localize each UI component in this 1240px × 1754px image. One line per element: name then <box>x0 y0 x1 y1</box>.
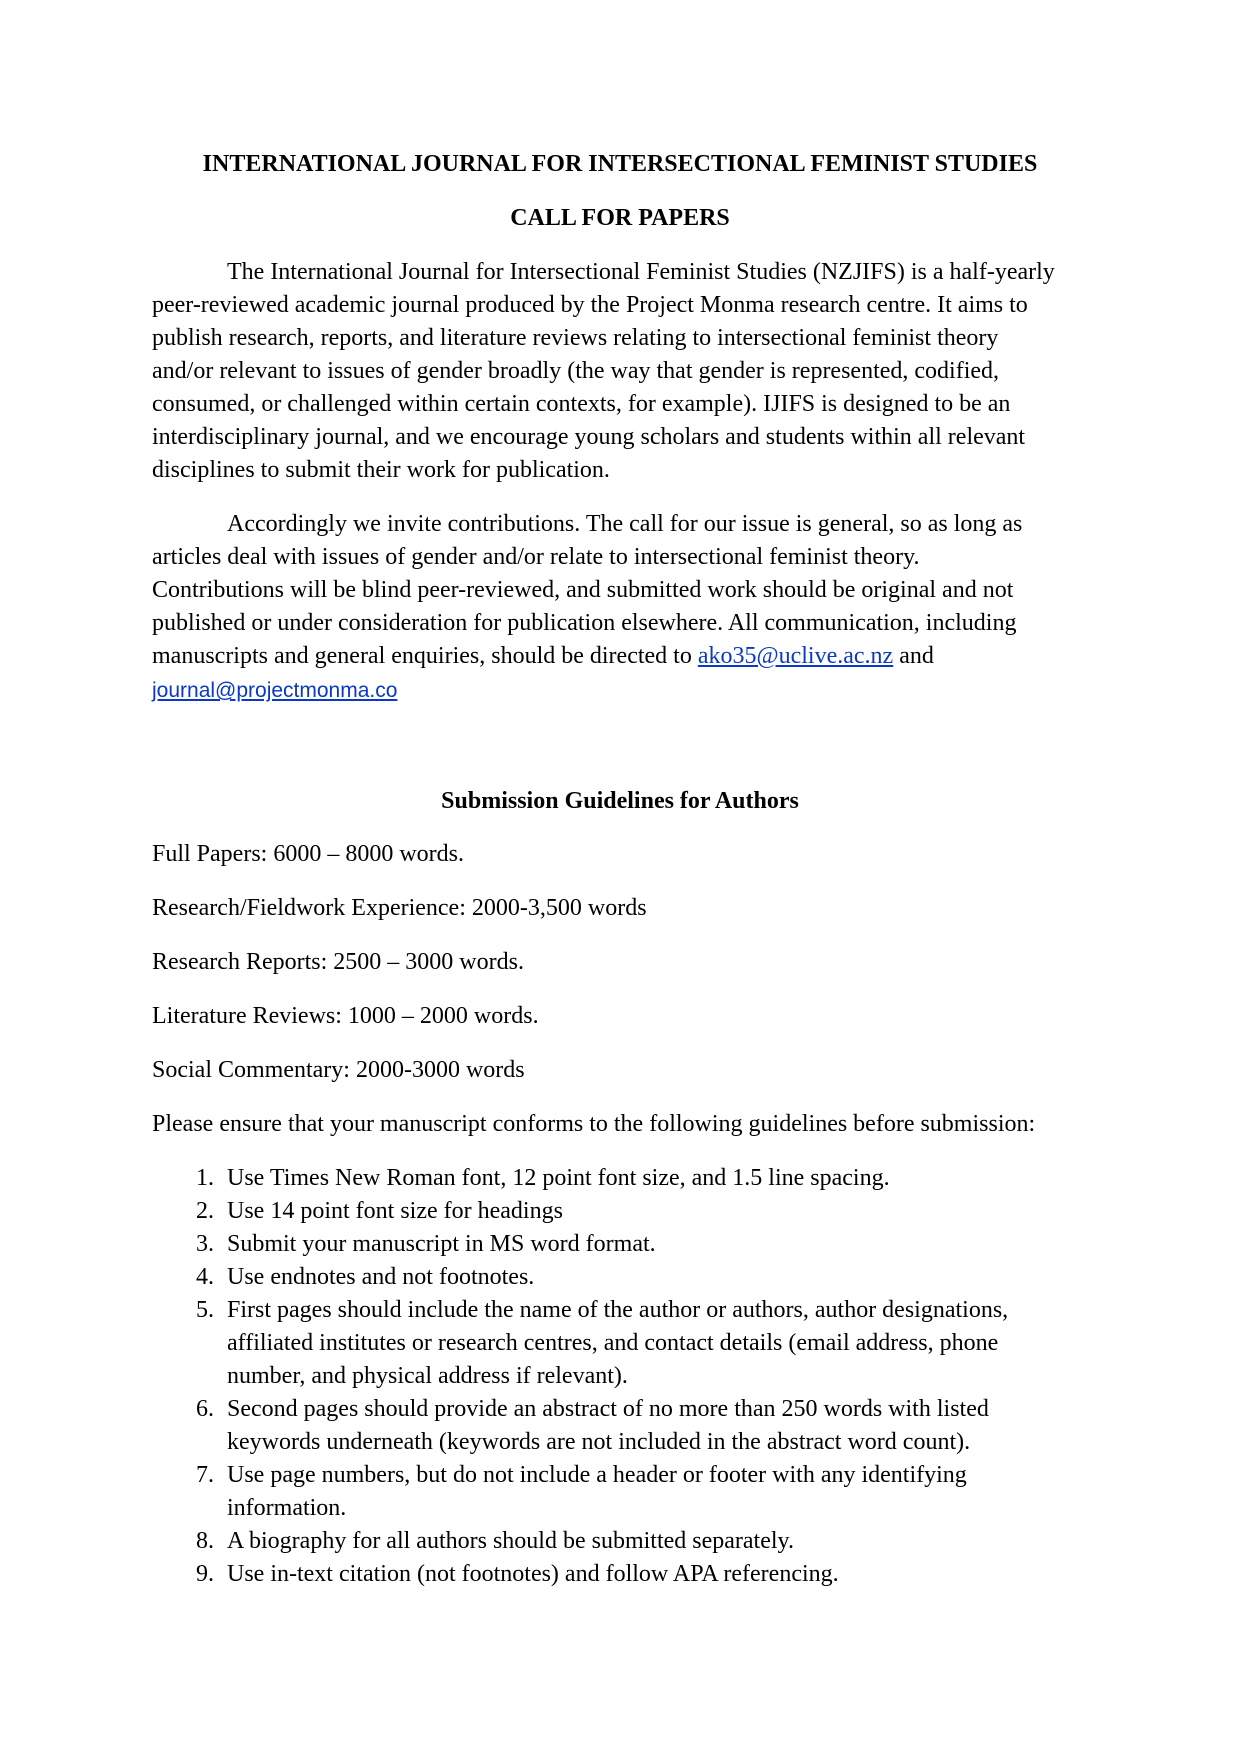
intro-line: peer-reviewed academic journal produced by the Project Monma research centre. It aims to <box>152 292 1028 318</box>
word-count-social-commentary: Social Commentary: 2000-3000 words <box>152 1057 525 1083</box>
list-item-number: 8. <box>196 1528 214 1554</box>
list-item-number: 1. <box>196 1165 214 1191</box>
invite-contact-line <box>152 640 934 673</box>
word-count-research-reports: Research Reports: 2500 – 3000 words. <box>152 949 524 975</box>
list-item-continuation: keywords underneath (keywords are not included in the abstract word count). <box>227 1429 971 1455</box>
list-item-number: 3. <box>196 1231 214 1257</box>
invite-line: Accordingly we invite contributions. The call for our issue is general, so as long as <box>227 511 1023 537</box>
invite-line: Contributions will be blind peer-reviewed, and submitted work should be original and not <box>152 577 1014 603</box>
guidelines-heading: Submission Guidelines for Authors <box>441 788 799 814</box>
email-link-uclive[interactable]: ako35@uclive.ac.nz <box>697 643 894 669</box>
ensure-text: Please ensure that your manuscript conforms to the following guidelines before submission: <box>152 1111 1036 1137</box>
word-count-literature-reviews: Literature Reviews: 1000 – 2000 words. <box>152 1003 539 1029</box>
list-item-continuation: information. <box>227 1495 347 1521</box>
list-item: Use Times New Roman font, 12 point font size, and 1.5 line spacing. <box>227 1165 890 1191</box>
invite-line: published or under consideration for publication elsewhere. All communication, including <box>152 610 1017 636</box>
intro-line: publish research, reports, and literature reviews relating to intersectional feminist theory <box>152 325 999 351</box>
list-item-number: 2. <box>196 1198 214 1224</box>
list-item: A biography for all authors should be submitted separately. <box>227 1528 794 1554</box>
list-item: Use page numbers, but do not include a header or footer with any identifying <box>227 1462 967 1488</box>
and-word: and <box>893 643 934 669</box>
list-item-number: 7. <box>196 1462 214 1488</box>
invite-line: articles deal with issues of gender and/or relate to intersectional feminist theory. <box>152 544 920 570</box>
list-item-number: 9. <box>196 1561 214 1587</box>
invite-line-prefix: manuscripts and general enquiries, should be directed to <box>152 643 698 669</box>
word-count-fieldwork: Research/Fieldwork Experience: 2000-3,500 words <box>152 895 647 921</box>
email-line <box>152 674 397 707</box>
list-item-number: 6. <box>196 1396 214 1422</box>
list-item: Use 14 point font size for headings <box>227 1198 563 1224</box>
list-item-continuation: affiliated institutes or research centres, and contact details (email address, phone <box>227 1330 999 1356</box>
list-item-number: 4. <box>196 1264 214 1290</box>
word-count-full-papers: Full Papers: 6000 – 8000 words. <box>152 841 464 867</box>
intro-line: disciplines to submit their work for publication. <box>152 457 610 483</box>
list-item-number: 5. <box>196 1297 214 1323</box>
intro-line: interdisciplinary journal, and we encourage young scholars and students within all relevant <box>152 424 1026 450</box>
list-item: Second pages should provide an abstract of no more than 250 words with listed <box>227 1396 989 1422</box>
list-item: Use endnotes and not footnotes. <box>227 1264 535 1290</box>
call-for-papers-heading: CALL FOR PAPERS <box>510 205 730 231</box>
intro-line: and/or relevant to issues of gender broadly (the way that gender is represented, codified, <box>152 358 1000 384</box>
list-item: Submit your manuscript in MS word format. <box>227 1231 656 1257</box>
list-item: Use in-text citation (not footnotes) and follow APA referencing. <box>227 1561 839 1587</box>
intro-line: The International Journal for Intersectional Feminist Studies (NZJIFS) is a half-yearly <box>227 259 1055 285</box>
email-link-projectmonma[interactable]: journal@projectmonma.co <box>152 679 398 702</box>
list-item: First pages should include the name of the author or authors, author designations, <box>227 1297 1009 1323</box>
journal-title: INTERNATIONAL JOURNAL FOR INTERSECTIONAL FEMINIST STUDIES <box>202 151 1038 177</box>
list-item-continuation: number, and physical address if relevant). <box>227 1363 628 1389</box>
intro-line: consumed, or challenged within certain contexts, for example). IJIFS is designed to be an <box>152 391 1011 417</box>
